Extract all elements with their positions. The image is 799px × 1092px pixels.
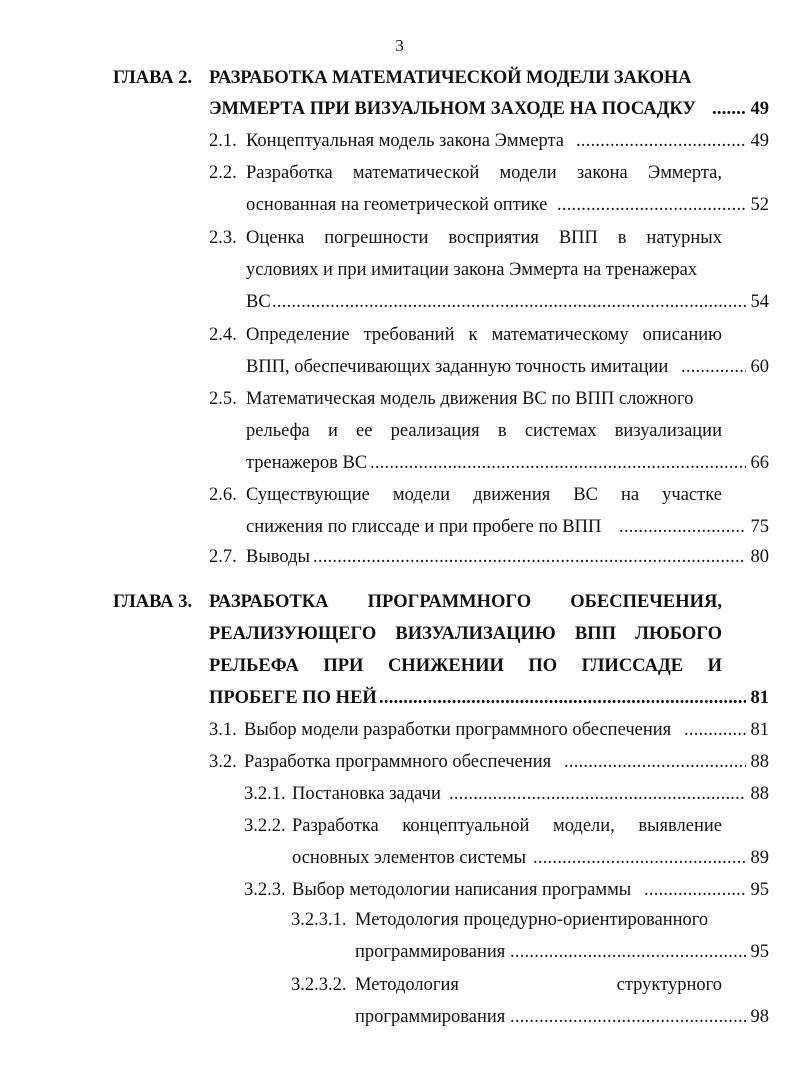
section-3-2-3-leader — [644, 878, 746, 902]
chapter-3-title-line-4: ПРОБЕГЕ ПО НЕЙ — [209, 688, 377, 708]
word: модели — [392, 485, 451, 505]
section-3-2-3-1-title-line-1: Методология процедурно-ориентированного — [355, 910, 709, 930]
word: структурного — [616, 975, 722, 995]
section-2-1-leader — [576, 129, 746, 153]
section-3-2-2-number: 3.2.2. — [244, 816, 286, 836]
word: Разработка — [246, 163, 333, 183]
section-3-2-2-page: 89 — [750, 848, 769, 868]
section-3-2-number: 3.2. — [209, 752, 237, 772]
chapter-2-title-line-1: РАЗРАБОТКА МАТЕМАТИЧЕСКОЙ МОДЕЛИ ЗАКОНА — [209, 68, 692, 88]
word: СНИЖЕНИИ — [387, 656, 504, 676]
word: Разработка — [292, 816, 379, 836]
section-2-7-title: Выводы — [246, 547, 310, 567]
section-3-2-2-leader — [533, 846, 746, 870]
section-2-4-page: 60 — [750, 357, 769, 377]
section-3-2-1-title: Постановка задачи — [292, 784, 441, 804]
section-2-1-title: Концептуальная модель закона Эммерта — [246, 131, 564, 151]
word: ВИЗУАЛИЗАЦИЮ — [395, 624, 556, 644]
word: Оценка — [246, 228, 305, 248]
section-2-5-title-line-2 — [246, 419, 722, 443]
chapter-2-label: ГЛАВА 2. — [113, 68, 193, 88]
section-3-1-leader — [684, 718, 746, 742]
section-2-4-number: 2.4. — [209, 325, 237, 345]
section-2-2-leader — [557, 193, 746, 217]
word: математической — [352, 163, 480, 183]
word: модели, — [552, 816, 615, 836]
section-2-6-page: 75 — [750, 517, 769, 537]
word: восприятия — [448, 228, 539, 248]
section-2-7-number: 2.7. — [209, 547, 237, 567]
word: модели — [499, 163, 557, 183]
section-2-4-title-line-1 — [246, 323, 722, 347]
chapter-2-page: 49 — [750, 99, 769, 119]
section-3-2-3-1-leader — [510, 940, 746, 964]
word: визуализации — [614, 421, 722, 441]
word: реализация — [390, 421, 480, 441]
word: описанию — [642, 325, 722, 345]
section-3-2-2-title-line-2: основных элементов системы — [292, 848, 527, 868]
section-2-2-page: 52 — [750, 195, 769, 215]
word: и — [327, 421, 338, 441]
page-number: 3 — [395, 36, 404, 55]
section-3-2-2-title-line-1 — [292, 814, 722, 838]
section-2-1-page: 49 — [750, 131, 769, 151]
section-2-5-title-line-1: Математическая модель движения ВС по ВПП сложного — [246, 389, 694, 409]
word: закона — [576, 163, 628, 183]
word: требований — [363, 325, 455, 345]
word: системах — [524, 421, 597, 441]
word: Эммерта, — [648, 163, 722, 183]
section-3-2-3-2-leader — [510, 1005, 746, 1029]
section-3-2-1-page: 88 — [750, 784, 769, 804]
section-2-7-leader — [313, 545, 746, 569]
section-2-6-title-line-1 — [246, 483, 722, 507]
section-2-3-title-line-1 — [246, 226, 722, 250]
word: в — [617, 228, 627, 248]
word: в — [497, 421, 507, 441]
section-3-2-3-1-title-line-2: программирования — [355, 942, 506, 962]
section-2-3-title-line-3: ВС — [246, 292, 271, 312]
word: к — [468, 325, 478, 345]
word: ее — [356, 421, 373, 441]
section-2-7-page: 80 — [750, 547, 769, 567]
section-2-3-title-line-2: условиях и при имитации закона Эммерта на тренажерах — [246, 260, 698, 280]
word: ЛЮБОГО — [635, 624, 722, 644]
section-2-3-leader — [272, 290, 746, 314]
section-2-5-page: 66 — [750, 453, 769, 473]
word: погрешности — [324, 228, 429, 248]
word: Существующие — [246, 485, 370, 505]
word: РАЗРАБОТКА — [209, 592, 329, 612]
section-3-2-page: 88 — [750, 752, 769, 772]
section-2-6-number: 2.6. — [209, 485, 237, 505]
section-3-2-title: Разработка программного обеспечения — [244, 752, 552, 772]
section-3-2-3-2-title-line-1 — [355, 973, 722, 997]
chapter-2-leader — [712, 97, 746, 121]
section-3-2-1-leader — [449, 782, 746, 806]
chapter-3-label: ГЛАВА 3. — [113, 592, 193, 612]
section-3-2-3-1-page: 95 — [750, 942, 769, 962]
section-3-2-3-number: 3.2.3. — [244, 880, 286, 900]
section-3-2-leader — [564, 750, 746, 774]
section-3-1-number: 3.1. — [209, 720, 237, 740]
section-2-3-number: 2.3. — [209, 228, 237, 248]
word: ОБЕСПЕЧЕНИЯ, — [570, 592, 722, 612]
word: рельефа — [246, 421, 310, 441]
word: выявление — [638, 816, 722, 836]
section-2-5-number: 2.5. — [209, 389, 237, 409]
word: концептуальной — [402, 816, 530, 836]
word: РЕАЛИЗУЮЩЕГО — [209, 624, 377, 644]
section-2-3-page: 54 — [750, 292, 769, 312]
word: ПРИ — [323, 656, 364, 676]
word: движения — [473, 485, 551, 505]
section-3-2-1-number: 3.2.1. — [244, 784, 286, 804]
section-2-6-leader — [619, 515, 746, 539]
chapter-3-title-line-2 — [209, 622, 722, 646]
section-2-5-title-line-3: тренажеров ВС — [246, 453, 368, 473]
word: Определение — [246, 325, 350, 345]
word: ПРОГРАММНОГО — [367, 592, 532, 612]
word: ВС — [573, 485, 598, 505]
chapter-2-title-line-2: ЭММЕРТА ПРИ ВИЗУАЛЬНОМ ЗАХОДЕ НА ПОСАДКУ — [209, 99, 696, 119]
section-3-2-3-2-page: 98 — [750, 1007, 769, 1027]
section-3-2-3-title: Выбор методологии написания программы — [292, 880, 632, 900]
section-3-1-page: 81 — [750, 720, 769, 740]
word: натурных — [646, 228, 722, 248]
word: ГЛИССАДЕ — [581, 656, 684, 676]
section-2-2-title-line-1 — [246, 161, 722, 185]
section-2-5-leader — [370, 451, 746, 475]
word: на — [620, 485, 640, 505]
section-3-2-3-page: 95 — [750, 880, 769, 900]
word: ВПП — [558, 228, 598, 248]
section-2-2-number: 2.2. — [209, 163, 237, 183]
chapter-3-title-line-3 — [209, 654, 722, 678]
word: Методология — [355, 975, 459, 995]
section-2-2-title-line-2: основанная на геометрической оптике — [246, 195, 548, 215]
word: РЕЛЬЕФА — [209, 656, 299, 676]
section-2-4-leader — [681, 355, 746, 379]
chapter-3-title-line-1 — [209, 590, 722, 614]
section-2-1-number: 2.1. — [209, 131, 237, 151]
word: математическому — [491, 325, 629, 345]
word: ВПП — [574, 624, 617, 644]
word: И — [707, 656, 722, 676]
section-3-2-3-2-number: 3.2.3.2. — [291, 975, 347, 995]
section-2-6-title-line-2: снижения по глиссаде и при пробеге по ВПП — [246, 517, 602, 537]
section-3-2-3-1-number: 3.2.3.1. — [291, 910, 347, 930]
chapter-3-leader — [379, 686, 746, 710]
section-3-2-3-2-title-line-2: программирования — [355, 1007, 506, 1027]
word: участке — [662, 485, 722, 505]
chapter-3-page: 81 — [750, 688, 769, 708]
word: ПО — [528, 656, 558, 676]
section-3-1-title: Выбор модели разработки программного обеспечения — [244, 720, 672, 740]
section-2-4-title-line-2: ВПП, обеспечивающих заданную точность имитации — [246, 357, 669, 377]
